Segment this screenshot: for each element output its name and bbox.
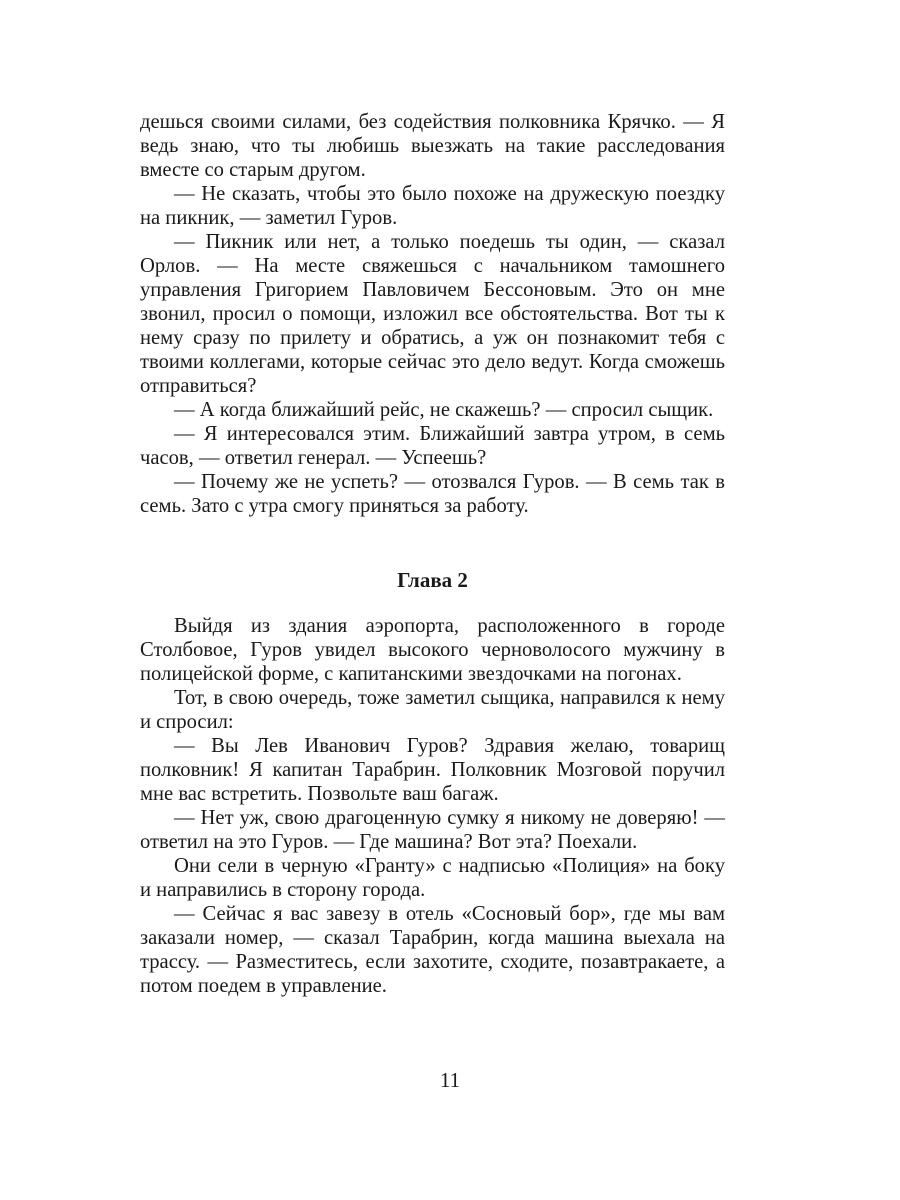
- paragraph: — А когда ближайший рейс, не скажешь? — спросил сыщик.: [174, 399, 714, 421]
- paragraph: Они сели в черную «Гранту» с надписью «Полиция» на боку и направились в сторону города.: [140, 855, 725, 901]
- paragraph: — Сейчас я вас завезу в отель «Сосновый бор», где мы вам заказали номер, — сказал Тарабрин, когда машина выехала на трассу. — Разместитесь, если захотите, сходите, позавтракаете, а потом поедем в управление.: [140, 903, 725, 997]
- paragraph: — Не сказать, чтобы это было похоже на дружескую поездку на пикник, — заметил Гуров.: [140, 183, 725, 229]
- page-body: [140, 110, 725, 998]
- paragraph: — Я интересовался этим. Ближайший завтра утром, в семь часов, — ответил генерал. — Успеешь?: [140, 423, 725, 469]
- paragraph: дешься своими силами, без содействия полковника Крячко. — Я ведь знаю, что ты любишь выезжать на такие расследования вместе со старым другом.: [140, 111, 725, 181]
- paragraph: — Вы Лев Иванович Гуров? Здравия желаю, товарищ полковник! Я капитан Тарабрин. Полковник Мозговой поручил мне вас встретить. Позвольте ваш багаж.: [140, 735, 725, 805]
- paragraph: — Почему же не успеть? — отозвался Гуров. — В семь так в семь. Зато с утра смогу приняться за работу.: [140, 471, 725, 517]
- chapter-title: Глава 2: [397, 568, 468, 592]
- paragraph: Тот, в свою очередь, тоже заметил сыщика, направился к нему и спросил:: [140, 687, 725, 733]
- page-number: 11: [439, 1068, 461, 1092]
- paragraph: — Пикник или нет, а только поедешь ты один, — сказал Орлов. — На месте свяжешься с начальником тамошнего управления Григорием Павловичем Бессоновым. Это он мне звонил, просил о помощи, изложил все обстоятельства. Вот ты к нему сразу по прилету и обратись, а уж он познакомит тебя с твоими коллегами, которые сейчас это дело ведут. Когда сможешь отправиться?: [140, 231, 725, 397]
- paragraph: — Нет уж, свою драгоценную сумку я никому не доверяю! — ответил на это Гуров. — Где машина? Вот эта? Поехали.: [140, 807, 725, 853]
- paragraph: Выйдя из здания аэропорта, расположенного в городе Столбовое, Гуров увидел высокого черноволосого мужчину в полицейской форме, с капитанскими звездочками на погонах.: [140, 615, 725, 685]
